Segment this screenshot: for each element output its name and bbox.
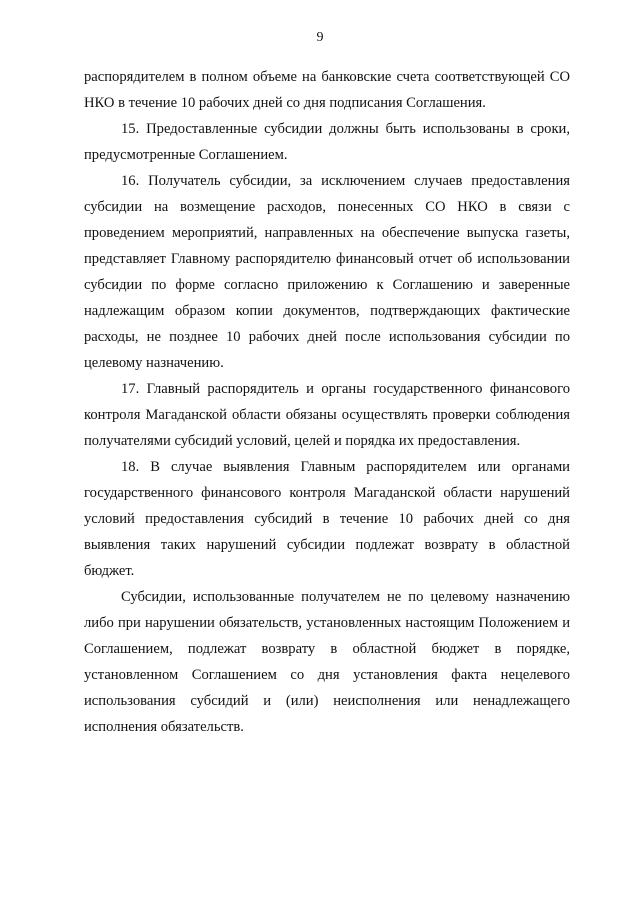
page-number: 9 [316,30,324,45]
paragraph-18-continuation: Субсидии, использованные получателем не по целевому назначению либо при нарушении обязательств, установленных настоящим Положением и Соглашением, подлежат возврату в областной бюджет в порядке, установленном Соглашением со дня установления факта нецелевого использования субсидий и (или) неисполнения или ненадлежащего исполнения обязательств. [84,589,570,735]
paragraph-16: 16. Получатель субсидии, за исключением случаев предоставления субсидии на возмещение расходов, понесенных СО НКО в связи с проведением мероприятий, направленных на обеспечение выпуска газеты, представляет Главному распорядителю финансовый отчет об использовании субсидии по форме согласно приложению к Соглашению и заверенные надлежащим образом копии документов, подтверждающих фактические расходы, не позднее 10 рабочих дней после использования субсидии по целевому назначению. [84,173,570,371]
paragraph-15: 15. Предоставленные субсидии должны быть использованы в сроки, предусмотренные Соглашением. [84,121,570,163]
document-body [84,64,570,740]
paragraph-continuation: распорядителем в полном объеме на банковские счета соответствующей СО НКО в течение 10 рабочих дней со дня подписания Соглашения. [84,69,570,111]
paragraph-18: 18. В случае выявления Главным распорядителем или органами государственного финансового контроля Магаданской области нарушений условий предоставления субсидий в течение 10 рабочих дней со дня выявления таких нарушений субсидии подлежат возврату в областной бюджет. [84,459,570,579]
paragraph-17: 17. Главный распорядитель и органы государственного финансового контроля Магаданской области обязаны осуществлять проверки соблюдения получателями субсидий условий, целей и порядка их предоставления. [84,381,570,449]
